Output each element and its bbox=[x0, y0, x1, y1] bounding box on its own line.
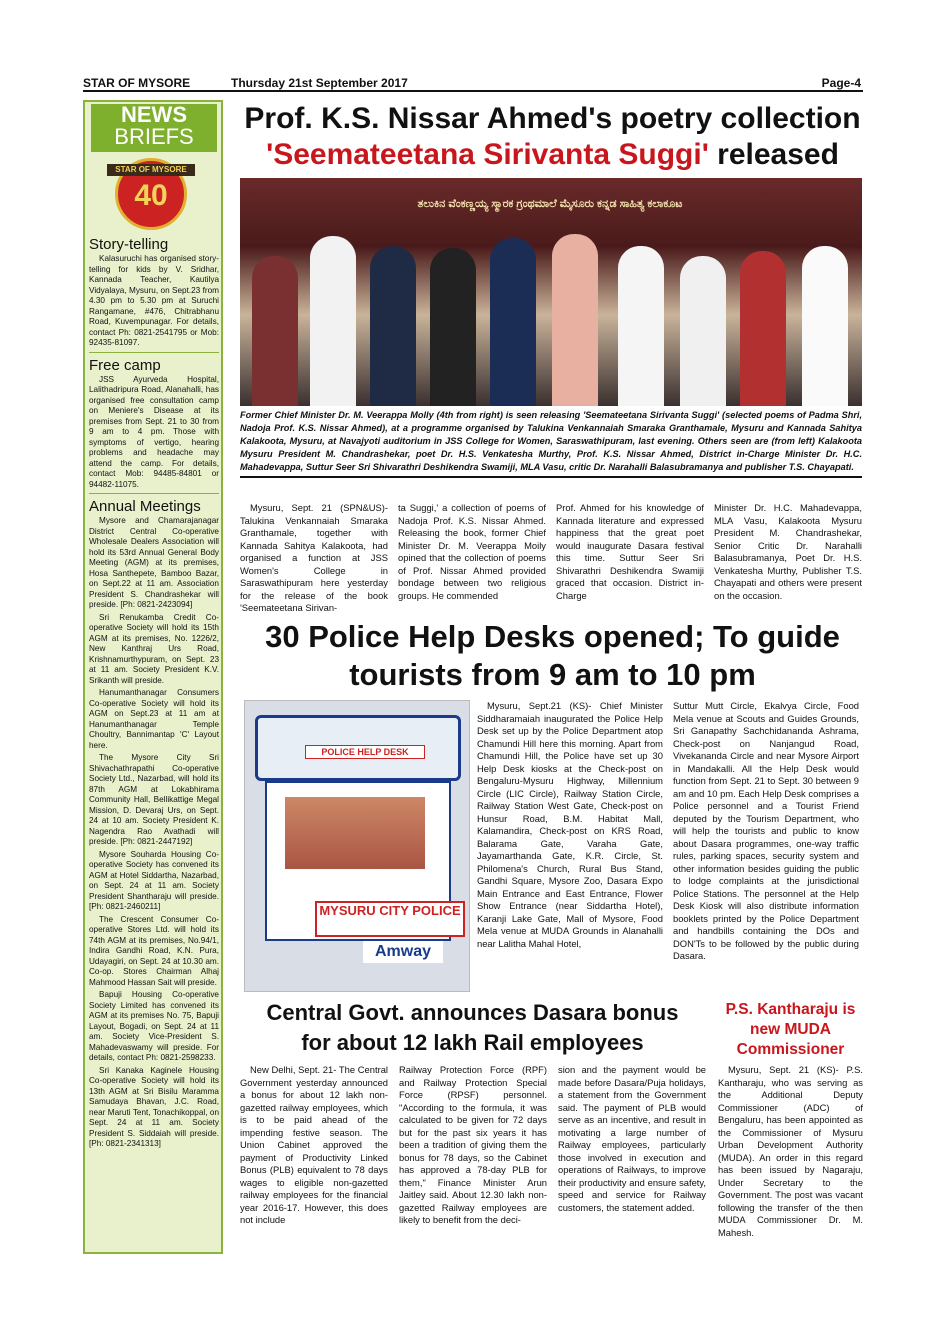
brief-text: Kalasuruchi has organised story-telling for kids by V. Sridhar, Kannada Teacher, Kautilya Vidyalaya, Mysuru, on Sept.23 from 4.30 pm to 5.30 pm at Suruchi Rangamane, #476, Chitrabhanu Road, Kuvempunagar. For details, contact Ph: 0821-2541795 or Mob: 92435-81097. bbox=[89, 254, 219, 347]
brief-text: Mysore Souharda Housing Co-operative Society has convened its AGM at Hotel Siddartha, Nazarbad, on Sept. 24 at 11 am. Society President Shantharaju will preside. [Ph: 0821-2460211] bbox=[89, 849, 219, 911]
brief-text: Bapuji Housing Co-operative Society Limited has convened its AGM at its premises No. 75, Bapuji Layout, Bogadi, on Sept. 24 at 11 am. Society Vice-President S. Mahadevaswamy will preside. For details, contact Ph: 0821-2598233. bbox=[89, 990, 219, 1062]
story3-col2: Railway Protection Force (RPF) and Railway Protection Special Force (RPSF) personnel. "According to the formula, it was calculated to be given for 72 days but for the past six years it has been a tradition of giving them the bonus for 78 days, so the Cabinet has approved a 78-day PLB for them," Finance Minister Arun Jaitley said. About 12.30 lakh non-gazetted Railway employees are likely to benefit from the deci- bbox=[399, 1064, 547, 1225]
masthead bbox=[83, 76, 863, 92]
story4-body bbox=[718, 1064, 863, 1239]
brief-text: Mysore and Chamarajanagar District Central Co-operative Wholesale Dealers Association will hold its 53rd Annual General Body Meeting (AGM) at its premises, Hosa Santhepete, Bamboo Bazar, on Sept.22 at 11 am. Association President S. Chandrashekar will preside. [Ph: 0821-2423094] bbox=[89, 516, 219, 609]
logo-banner: STAR OF MYSORE bbox=[107, 164, 195, 176]
story3-col1: New Delhi, Sept. 21- The Central Government yesterday announced a bonus for about 12 lakh non-gazetted railway employees, which is to be paid ahead of the impending festive season. The Union Cabinet approved the payment of Productivity Linked Bonus (PLB) equivalent to 78 days wages to eligible non-gazetted railway employees for the financial year 2016-17. However, this does not include bbox=[240, 1064, 388, 1225]
help-desk-sign: POLICE HELP DESK bbox=[305, 745, 425, 759]
brief-text: The Mysore City Sri Shivachathrapathi Co-operative Society Ltd., Nazarbad, will hold its 87th AGM at Lokabhirama Community Hall, Bellikattige Megal Mission, D. Devaraj Urs, on Sept. 24 at 10 am. Society President K. Nagendra Rao Avathadi will preside. [Ph: 0821-2447192] bbox=[89, 753, 219, 846]
logo-number: 40 bbox=[134, 179, 168, 212]
brief-text: Sri Kanaka Kaginele Housing Co-operative Society will hold its 13th AGM at Sri Bisilu Maramma Samudaya Bhavan, J.C. Road, near Maruti Tent, Tonachikoppal, on Sept. 24 at 11 am. Society President S. Siddaiah will preside. [Ph: 0821-2341313] bbox=[89, 1065, 219, 1148]
story3-headline-line2: for about 12 lakh Rail employees bbox=[301, 1030, 644, 1055]
story2-col2: Suttur Mutt Circle, Ekalvya Circle, Food Mela venue at Scouts and Guides Grounds, Sri Ganapathy Sachchidananda Ashrama, Check-post on Nanjangud Road, Vivekananda Circle and near Mysore Airport in Mandakalli. All the Help Desk would function from Sept. 21 to Sept. 30 between 9 am and 10 pm. Each Help Desk comprises a Police personnel and a Tourist Friend deputed by the Tourism Department, who will help the tourists and public to know about Dasara programmes, one-way traffic rules, parking spaces, security system and other information besides guiding the public to lodge complaints at the jurisdictional Police Stations. The personnel at the Help Desk Kiosk will also distribute information booklets printed by the Police Department and handbills containing the DOs and DON'Ts to be followed by the public during Dasara. bbox=[673, 700, 859, 961]
brief-text: The Crescent Consumer Co-operative Stores Ltd. will hold its 74th AGM at its premises, No.94/1, Indira Gandhi Road, K.N. Pura, Udayagiri, on Sept. 24 at 10.30 am. Co-op. Stores Chairman Alhaj Mahmood Hassan Sait will preside. bbox=[89, 914, 219, 987]
brief-title: Free camp bbox=[89, 356, 161, 374]
story2-headline-line2: tourists from 9 am to 10 pm bbox=[349, 657, 756, 692]
brief-text: Hanumanthanagar Consumers Co-operative Society will hold its AGM on Sept.23 at 11 am at Hanumanthanagar Temple Choultry, Bannimantap 'C' Layout here. bbox=[89, 688, 219, 750]
brief-text: Sri Renukamba Credit Co-operative Society will hold its 15th AGM at its premises, No. 1226/2, New Kanthraj Urs Road, Krishnamurthypuram, on Sept. 23 at 11 am. Society President K.V. Srikanth will preside. bbox=[89, 612, 219, 685]
story1-col4: Minister Dr. H.C. Mahadevappa, MLA Vasu, Kalakoota Mysuru President M. Chandrashekar, Senior Critic Dr. Narahalli Balasubramanya, Poet Dr. H.S. Venkatesha Murthy, Publisher T.S. Chayapati and others were present on the occasion. bbox=[714, 502, 862, 601]
help-desk-photo bbox=[244, 700, 470, 992]
story2-headline-line1: 30 Police Help Desks opened; To guide bbox=[265, 619, 840, 654]
story1-headline-end: released bbox=[708, 138, 839, 171]
story1-col2: ta Suggi,' a collection of poems of Nadoja Prof. K.S. Nissar Ahmed. Releasing the book, former Chief Minister Dr. M. Veerappa Moily opined that the collection of poems of Prof. Nissar Ahmed provided bondage between two religious groups. He commended bbox=[398, 502, 546, 601]
release-event-photo bbox=[240, 178, 862, 406]
story1-headline-line1: Prof. K.S. Nissar Ahmed's poetry collection bbox=[244, 102, 861, 135]
sponsor-logo: Amway bbox=[363, 941, 443, 963]
news-briefs-line2: BRIEFS bbox=[114, 124, 194, 149]
story3-col3: sion and the payment would be made before Dasara/Puja holidays, a statement from the Government said. The payment of PLB would serve as an incentive, and result in motivating a large number of Railway employees, particularly those involved in execution and operations of Railways, to improve their productivity and ensure safety, speed and service for Railway customers, the statement added. bbox=[558, 1064, 706, 1213]
photo-caption: Former Chief Minister Dr. M. Veerappa Molly (4th from right) is seen releasing 'Seemateetana Sirivanta Suggi' (selected poems of Padma Shri, Nadoja Prof. K.S. Nissar Ahmed), at a programme organised by Talukina Venkannaiah Smaraka Granthamale, Mysuru and Kannada Sahitya Kalakoota, Mysuru, at Navajyoti auditorium in JSS College for Women, Saraswathipuram, last evening. Others seen are (from left) Kalakoota Mysuru President M. Chandrashekar, poet Dr. H.S. Venkatesha Murthy, Prof. K.S. Nissar Ahmed, District in-Charge Minister Dr. H.C. Mahadevappa, Suttur Seer Sri Shivarathri Deshikendra Swamiji, MLA Vasu, critic Dr. Narahalli Balasubramanya and publisher T.S. Chayapati. bbox=[240, 409, 862, 478]
story2-body bbox=[477, 700, 863, 992]
story1-body bbox=[240, 502, 862, 614]
photo-banner-text: ತಲುಕಿನ ವೆಂಕಣ್ಣಯ್ಯ ಸ್ಮಾರಕ ಗ್ರಂಥಮಾಲೆ ಮೈಸೂರು ಕನ್ನಡ ಸಾಹಿತ್ಯ ಕಲಾಕೂಟ bbox=[417, 198, 683, 210]
story4-headline: P.S. Kantharaju is new MUDA Commissioner bbox=[725, 1001, 856, 1058]
issue-date: Thursday 21st September 2017 bbox=[231, 76, 408, 90]
story1-headline bbox=[240, 101, 865, 173]
story1-col1: Mysuru, Sept. 21 (SPN&US)- Talukina Venkannaiah Smaraka Granthamale, together with Kannada Sahitya Kalakoota, had organised a function at JSS Women's College in Saraswathipuram here yesterday for the release of the book 'Seemateetana Sirivan- bbox=[240, 502, 388, 613]
story2-headline bbox=[240, 618, 865, 694]
story3-headline-line1: Central Govt. announces Dasara bonus bbox=[266, 1000, 679, 1025]
brief-title: Story-telling bbox=[89, 236, 169, 253]
brief-text: JSS Ayurveda Hospital, Lalithadripura Road, Alanahalli, has organised free consultation camp on Meniere's Disease at its premises from Sept. 21 to 30 from 9 am to 4 pm. Those with symptoms of vertigo, hearing problems and headache may attend the camp. For details, contact Mob: 94485-84801 or 94482-11075. bbox=[89, 374, 219, 489]
story2-col1: Mysuru, Sept.21 (KS)- Chief Minister Siddharamaiah inaugurated the Police Help Desk set up by the Police Department atop Chamundi Hill here this morning. Apart from Chamundi Hill, the Police have set up 30 Help Desk kiosks at the Check-post on Bengaluru-Mysuru Highway, Millennium Circle (LIC Circle), Railway Station Circle, Railway Station West Gate, Check-post on Hunsur Road, B.M. Habitat Mall, Kalamandira, Check-post on KRS Road, Balarama Gate, Varaha Gate, Jayamarthanda Gate, K.R. Circle, St. Philomena's Church, Rural Bus Stand, Gandhi Square, Mysore Zoo, Dasara Expo Main Entrance and East Entrance, Flower Show Entrance (near Siddartha Hotel), Karanji Lake Gate, Mall of Mysore, Food Mela venue at MUDA Grounds in Alanahalli near Lalitha Mahal Hotel, bbox=[477, 700, 663, 949]
briefs-column bbox=[89, 232, 219, 1152]
brief-title: Annual Meetings bbox=[89, 498, 201, 515]
story1-headline-title: 'Seemateetana Sirivanta Suggi' bbox=[266, 138, 709, 171]
news-briefs-sidebar bbox=[83, 100, 223, 1254]
city-police-sign: MYSURU CITY POLICE bbox=[315, 901, 465, 937]
news-briefs-line1: NEWS bbox=[121, 102, 187, 127]
story3-body bbox=[240, 1064, 706, 1264]
story1-col3: Prof. Ahmed for his knowledge of Kannada literature and expressed happiness that the great poet would inaugurate Dasara festival this time. Suttur Seer Sri Shivarathri Deshikendra Swamiji graced that occasion. District in-Charge bbox=[556, 502, 704, 601]
story3-headline bbox=[240, 998, 705, 1058]
paper-name: STAR OF MYSORE bbox=[83, 76, 191, 90]
page-number: Page-4 bbox=[821, 76, 861, 90]
news-briefs-header bbox=[91, 104, 217, 152]
story4-text: Mysuru, Sept. 21 (KS)- P.S. Kantharaju, who was serving as the Additional Deputy Commissioner (ADC) of Bengaluru, has been appointed as the Commissioner of Mysuru Urban Development Authority (MUDA). An order in this regard has been issued by Nagaraju, Under Secretary to the Government. The post was vacant following the transfer of the then MUDA Commissioner Dr. M. Mahesh. bbox=[718, 1064, 863, 1238]
